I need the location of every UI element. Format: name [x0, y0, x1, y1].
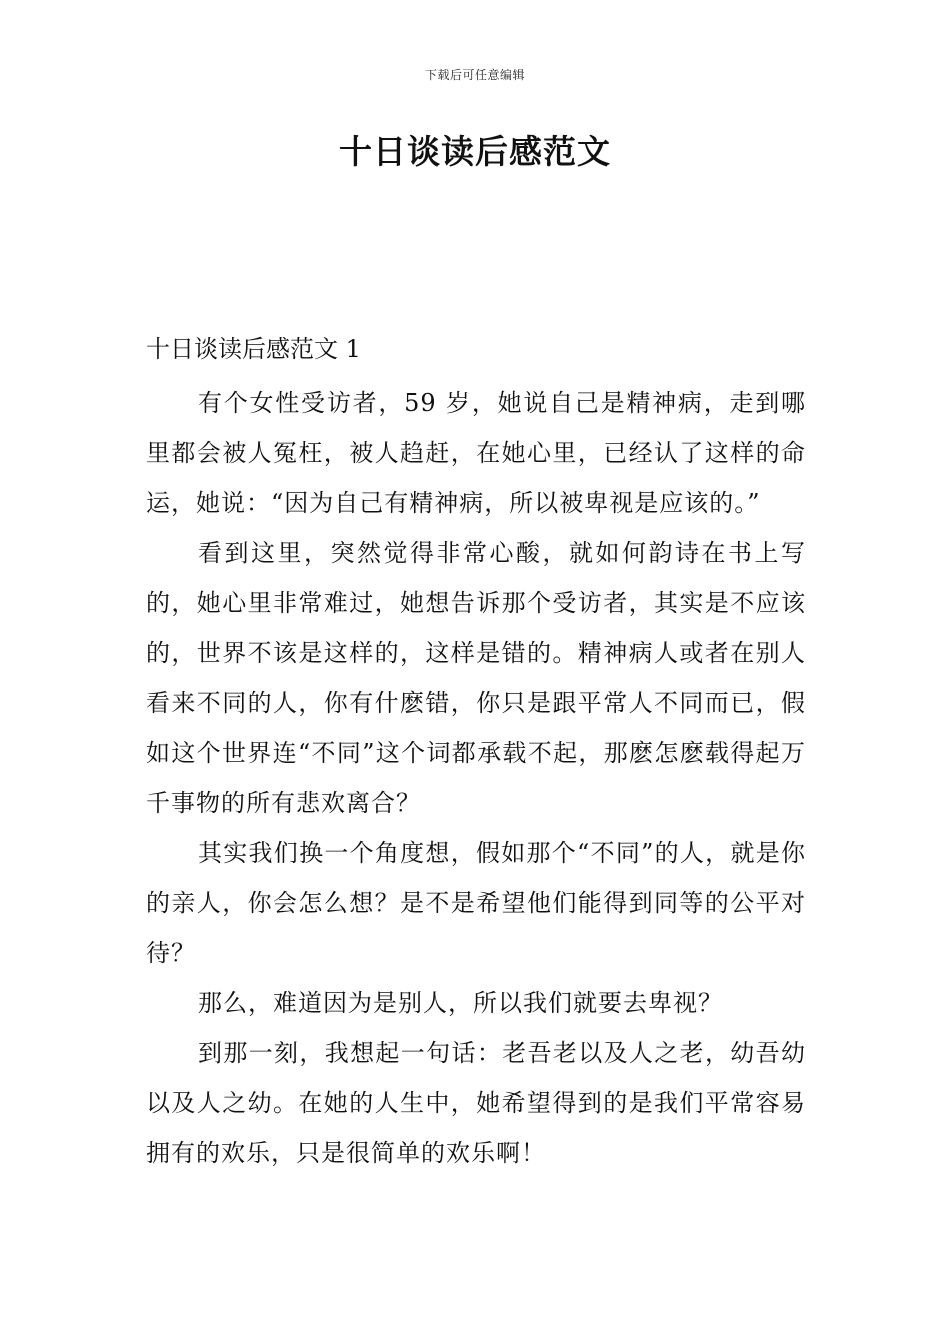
page-title: 十日谈读后感范文 [339, 132, 611, 171]
paragraph-1: 有个女性受访者，59 岁，她说自己是精神病，走到哪里都会被人冤枉，被人趋赶，在她心里，已经认了这样的命运，她说：“因为自己有精神病，所以被卑视是应该的。” [146, 389, 806, 517]
document-body [146, 334, 806, 1178]
paragraph-2: 看到这里，突然觉得非常心酸，就如何韵诗在书上写的，她心里非常难过，她想告诉那个受访者，其实是不应该的，世界不该是这样的，这样是错的。精神病人或者在别人看来不同的人，你有什麽错，你只是跟平常人不同而已，假如这个世界连“不同”这个词都承载不起，那麽怎麽载得起万千事物的所有悲欢离合？ [146, 539, 806, 817]
paragraph-3: 其实我们换一个角度想，假如那个“不同”的人，就是你的亲人，你会怎么想？是不是希望他们能得到同等的公平对待？ [146, 839, 806, 967]
section-heading: 十日谈读后感范文 1 [146, 335, 361, 363]
header-note: 下载后可任意编辑 [424, 68, 525, 82]
paragraph-5: 到那一刻，我想起一句话：老吾老以及人之老，幼吾幼以及人之幼。在她的人生中，她希望得到的是我们平常容易拥有的欢乐，只是很简单的欢乐啊！ [146, 1039, 806, 1167]
paragraph-4: 那么，难道因为是别人，所以我们就要去卑视？ [198, 989, 723, 1017]
